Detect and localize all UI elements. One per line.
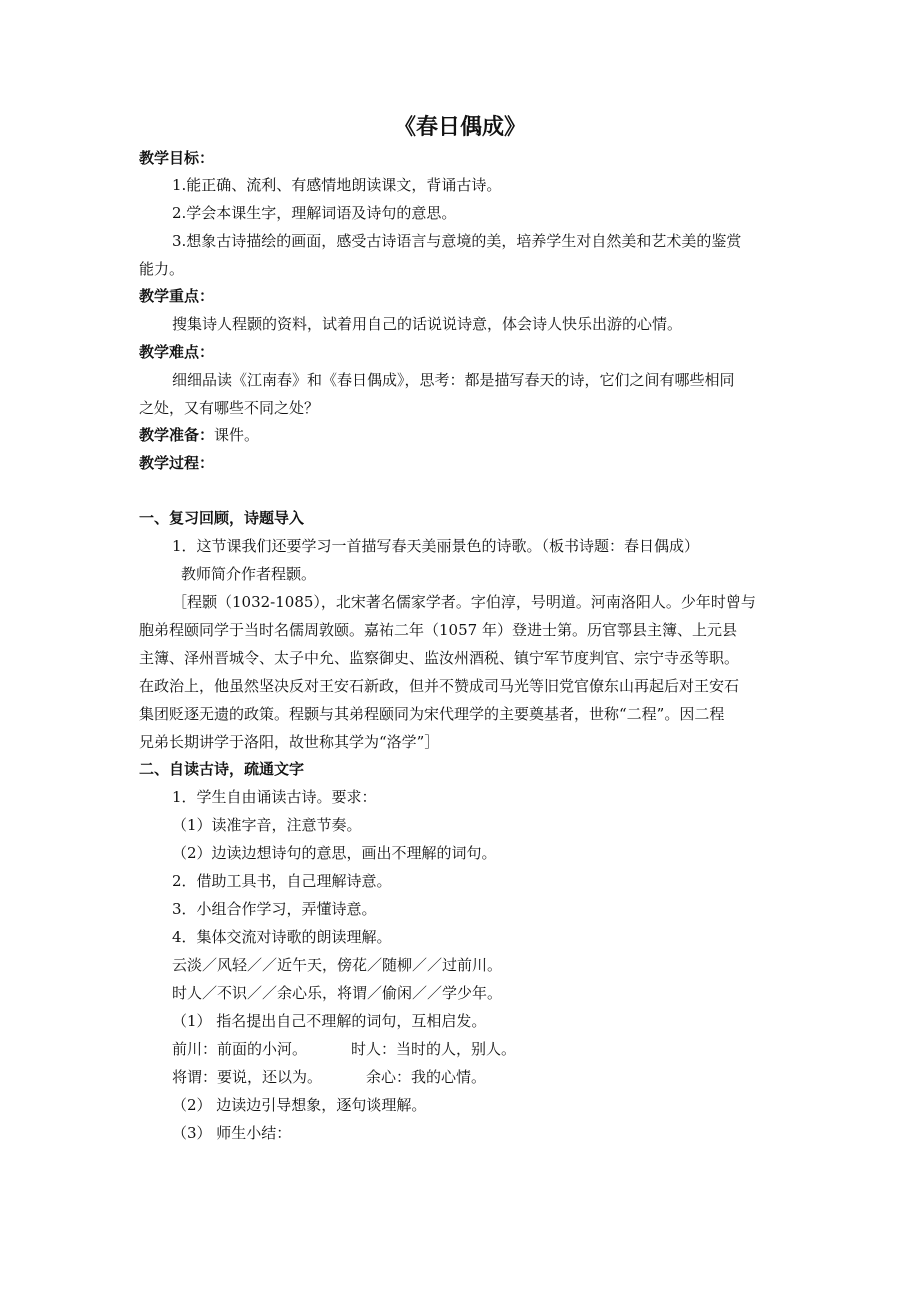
objectives-heading: 教学目标：: [139, 149, 215, 167]
section2-line: （1） 指名提出自己不理解的词句，互相启发。: [172, 1012, 487, 1030]
gloss-term: 将谓：要说，还以为。: [172, 1068, 323, 1086]
section2-line: 1．学生自由诵读古诗。要求：: [172, 788, 377, 806]
preparation-line: [139, 424, 259, 446]
author-bio-line: 在政治上，他虽然坚决反对王安石新政，但并不赞成司马光等旧党官僚东山再起后对王安石: [139, 677, 740, 695]
objective-item: 2.学会本课生字，理解词语及诗句的意思。: [172, 204, 457, 222]
gloss-line: [172, 1038, 516, 1060]
section2-heading: 二、自读古诗，疏通文字: [139, 760, 305, 778]
gloss-term: 时人：当时的人，别人。: [351, 1040, 517, 1058]
poem-line: 时人／不识／／余心乐，将谓／偷闲／／学少年。: [172, 984, 503, 1002]
preparation-heading: 教学准备：: [139, 426, 215, 444]
section2-line: （2） 边读边引导想象，逐句谈理解。: [172, 1096, 427, 1114]
author-bio-line: 主簿、泽州晋城令、太子中允、监察御史、监汝州酒税、镇宁军节度判官、宗宁寺丞等职。: [139, 649, 740, 667]
author-bio-line: 集团贬逐无遗的政策。程颢与其弟程颐同为宋代理学的主要奠基者，世称“二程”。因二程: [139, 705, 725, 723]
page-title: 《春日偶成》: [393, 114, 526, 140]
section2-line: （2）边读边想诗句的意思，画出不理解的词句。: [172, 844, 497, 862]
section2-line: （3） 师生小结：: [172, 1124, 292, 1142]
preparation-text: 课件。: [214, 426, 260, 444]
key-points-heading: 教学重点：: [139, 287, 215, 305]
author-bio-line: 胞弟程颐同学于当时名儒周敦颐。嘉祐二年（1057 年）登进士第。历官鄠县主簿、上元县: [139, 621, 737, 639]
objective-item: 1.能正确、流利、有感情地朗读课文，背诵古诗。: [172, 176, 502, 194]
section2-line: （1）读准字音，注意节奏。: [172, 816, 362, 834]
objective-item: 能力。: [139, 260, 185, 278]
section2-line: 2．借助工具书，自己理解诗意。: [172, 872, 392, 890]
author-bio-line: 兄弟长期讲学于洛阳，故世称其学为“洛学”］: [139, 733, 440, 751]
section1-line: 1．这节课我们还要学习一首描写春天美丽景色的诗歌。（板书诗题：春日偶成）: [172, 537, 700, 555]
section1-heading: 一、复习回顾，诗题导入: [139, 509, 305, 527]
section2-line: 3．小组合作学习，弄懂诗意。: [172, 900, 377, 918]
key-points-text: 搜集诗人程颢的资料，试着用自己的话说说诗意，体会诗人快乐出游的心情。: [172, 315, 683, 333]
section2-line: 4．集体交流对诗歌的朗读理解。: [172, 928, 392, 946]
gloss-line: [172, 1066, 486, 1088]
gloss-term: 前川：前面的小河。: [172, 1040, 308, 1058]
poem-line: 云淡／风轻／／近午天，傍花／随柳／／过前川。: [172, 956, 503, 974]
difficulties-text: 之处，又有哪些不同之处？: [139, 399, 320, 417]
section1-line: 教师简介作者程颢。: [181, 565, 317, 583]
difficulties-text: 细细品读《江南春》和《春日偶成》，思考：都是描写春天的诗，它们之间有哪些相同: [172, 371, 735, 389]
gloss-term: 余心：我的心情。: [366, 1068, 487, 1086]
author-bio-line: ［程颢（1032-1085），北宋著名儒家学者。字伯淳，号明道。河南洛阳人。少年时曾与: [172, 593, 756, 611]
process-heading: 教学过程：: [139, 454, 215, 472]
difficulties-heading: 教学难点：: [139, 343, 215, 361]
objective-item: 3.想象古诗描绘的画面，感受古诗语言与意境的美，培养学生对自然美和艺术美的鉴赏: [172, 232, 742, 250]
